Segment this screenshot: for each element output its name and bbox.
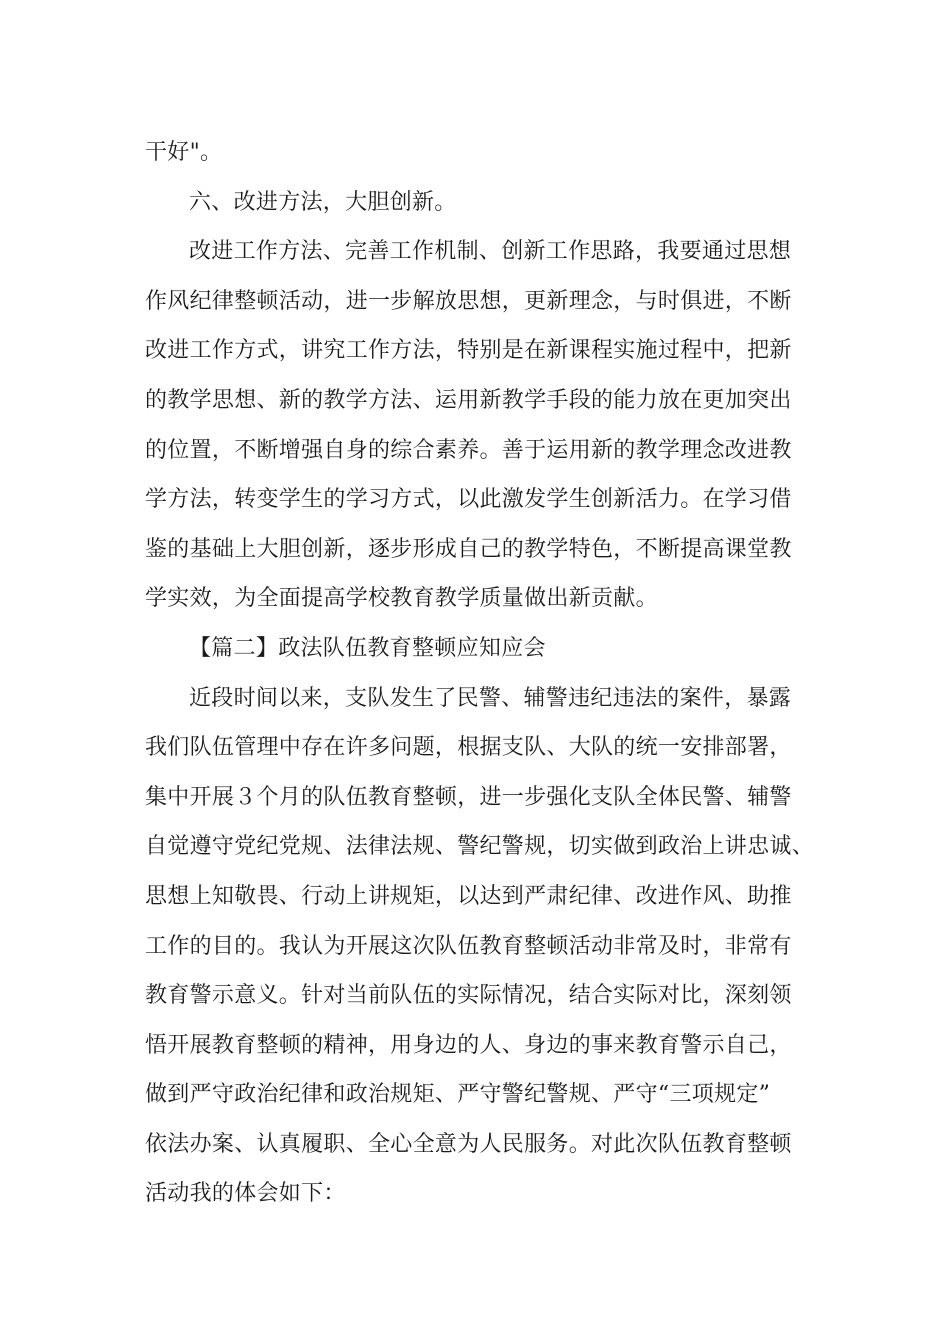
text-line: 的位置，不断增强自身的综合素养。善于运用新的教学理念改进教 bbox=[145, 437, 792, 463]
text-line: 思想上知敬畏、行动上讲规矩，以达到严肃纪律、改进作风、助推 bbox=[145, 883, 792, 909]
text-line: 改进工作方式，讲究工作方法，特别是在新课程实施过程中，把新 bbox=[145, 338, 792, 364]
document-page bbox=[145, 128, 825, 1219]
section-heading: 六、改进方法，大胆创新。 bbox=[189, 189, 457, 215]
text-line: 教育警示意义。针对当前队伍的实际情况，结合实际对比，深刻领 bbox=[145, 983, 792, 1009]
text-line: 学方法，转变学生的学习方式，以此激发学生创新活力。在学习借 bbox=[145, 487, 792, 513]
text-line: 自觉遵守党纪党规、法律法规、警纪警规，切实做到政治上讲忠诚、 bbox=[145, 834, 815, 860]
text-line: 鉴的基础上大胆创新，逐步形成自己的教学特色，不断提高课堂教 bbox=[145, 536, 792, 562]
text-line: 做到严守政治纪律和政治规矩、严守警纪警规、严守“三项规定” bbox=[145, 1082, 771, 1108]
text-line: 依法办案、认真履职、全心全意为人民服务。对此次队伍教育整顿 bbox=[145, 1131, 792, 1157]
text-line: 我们队伍管理中存在许多问题，根据支队、大队的统一安排部署， bbox=[145, 735, 792, 761]
text-line: 近段时间以来，支队发生了民警、辅警违纪违法的案件，暴露 bbox=[189, 685, 792, 711]
text-line: 作风纪律整顿活动，进一步解放思想，更新理念，与时俱进，不断 bbox=[145, 288, 792, 314]
text-line: 活动我的体会如下： bbox=[145, 1181, 346, 1207]
article-heading: 【篇二】政法队伍教育整顿应知应会 bbox=[189, 635, 546, 661]
text-line: 工作的目的。我认为开展这次队伍教育整顿活动非常及时，非常有 bbox=[145, 933, 792, 959]
text-line: 学实效，为全面提高学校教育教学质量做出新贡献。 bbox=[145, 586, 658, 612]
text-line: 干好"。 bbox=[145, 140, 223, 165]
text-line: 改进工作方法、完善工作机制、创新工作思路，我要通过思想 bbox=[189, 239, 792, 265]
text-line: 悟开展教育整顿的精神，用身边的人、身边的事来教育警示自己， bbox=[145, 1032, 792, 1058]
text-line: 的教学思想、新的教学方法、运用新教学手段的能力放在更加突出 bbox=[145, 387, 792, 413]
text-line: 集中开展３个月的队伍教育整顿，进一步强化支队全体民警、辅警 bbox=[145, 784, 792, 810]
